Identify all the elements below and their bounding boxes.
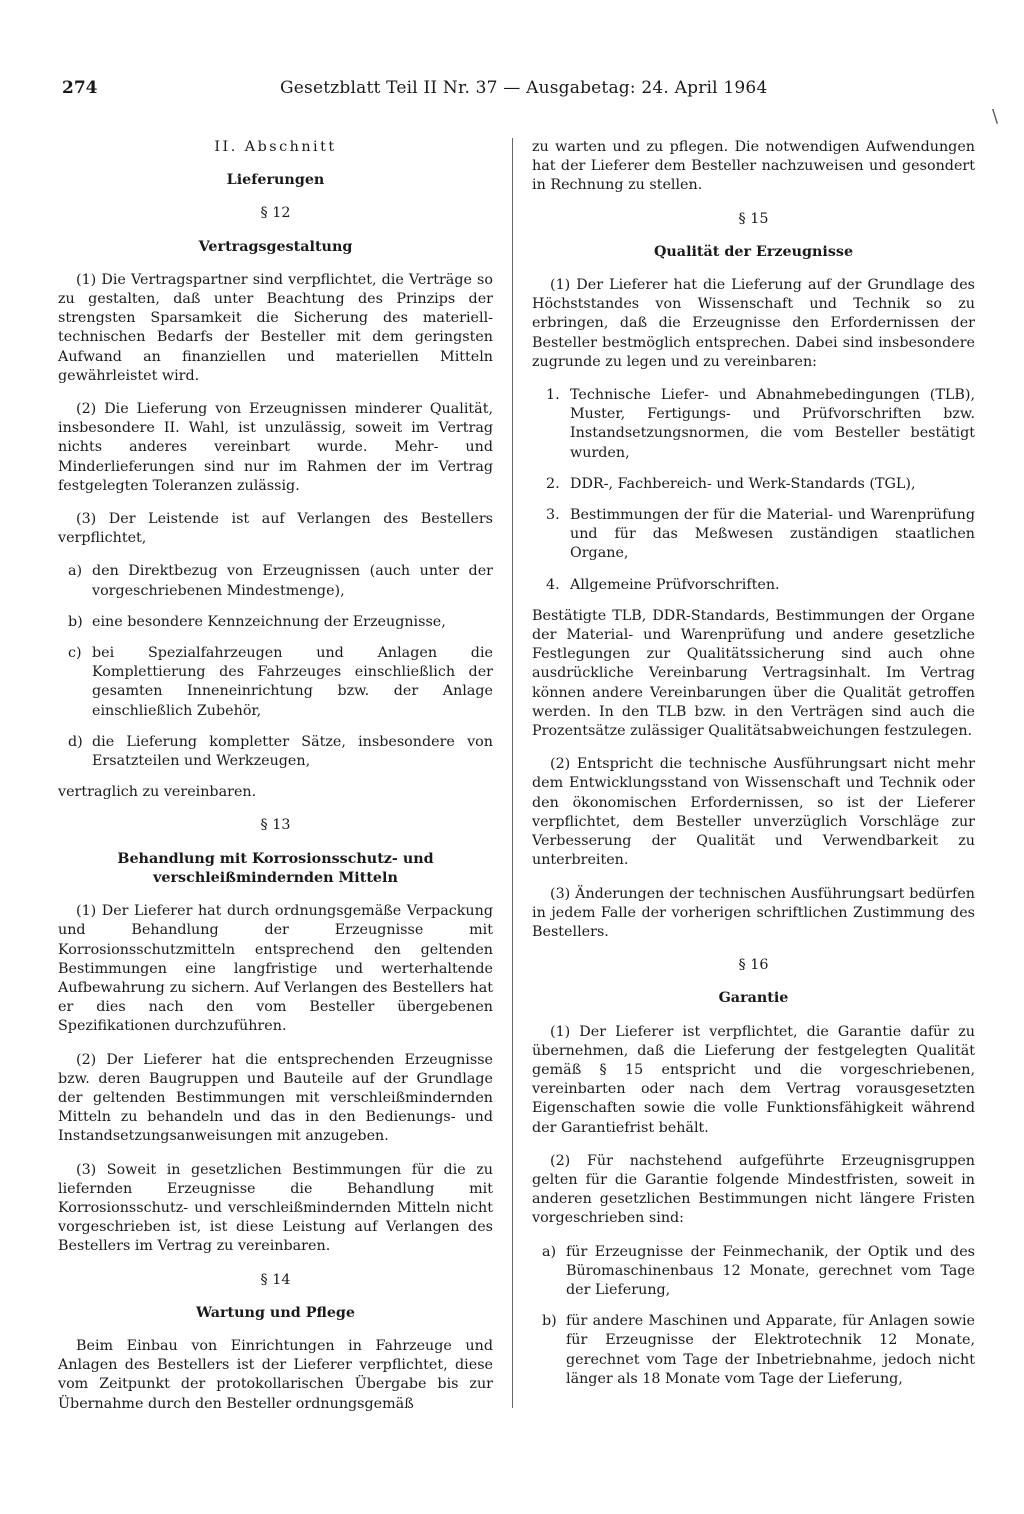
- paragraph-title-14: Wartung und Pflege: [195, 1304, 356, 1321]
- list-item-text: eine besondere Kennzeichnung der Erzeugnisse,: [92, 613, 446, 630]
- list-item-text: für Erzeugnisse der Feinmechanik, der Optik und des Büromaschinenbaus 12 Monate, gerechnet vom Tage der Lieferung,: [566, 1243, 975, 1298]
- list-item-text: den Direktbezug von Erzeugnissen (auch unter der vorgeschriebenen Mindestmenge),: [92, 563, 493, 599]
- section-heading: Lieferungen: [226, 172, 325, 189]
- paragraph-title-13: Behandlung mit Korrosionsschutz- und verschleißmindernden Mitteln: [117, 850, 434, 886]
- s12-para-3: (3) Der Leistende ist auf Verlangen des Bestellers verpflichtet,: [58, 511, 493, 547]
- list-item-text: Technische Liefer- und Abnahmebedingungen (TLB), Muster, Fertigungs- und Prüfvorschriften bzw. Instandsetzungsnormen, die vom Besteller bestätigt wurden,: [570, 387, 975, 461]
- list-item-text: Bestimmungen der für die Material- und Warenprüfung und für das Meßwesen zuständigen staatlichen Organe,: [570, 507, 975, 562]
- s12-para-1: (1) Die Vertragspartner sind verpflichtet, die Verträge so zu gestalten, daß unter Beachtung des Prinzips der strengsten Sparsamkeit die Sicherung des materiell-technischen Bedarfs der Besteller mit dem geringsten Aufwand an finanziellen und materiellen Mitteln gewährleistet wird.: [58, 271, 493, 384]
- list-item-label: c): [68, 645, 82, 662]
- left-column: [58, 138, 493, 1428]
- paragraph-number-12: § 12: [260, 205, 291, 222]
- list-item-label: 3.: [546, 507, 560, 524]
- s14-continuation: zu warten und zu pflegen. Die notwendigen Aufwendungen hat der Lieferer dem Besteller nachzuweisen und gesondert in Rechnung zu stellen.: [532, 139, 975, 194]
- paragraph-title-15: Qualität der Erzeugnisse: [653, 243, 854, 260]
- list-item-label: 1.: [546, 387, 560, 404]
- list-item-text: bei Spezialfahrzeugen und Anlagen die Komplettierung des Fahrzeuges einschließlich der gesamten Inneneinrichtung bzw. der Anlage einschließlich Zubehör,: [92, 645, 493, 719]
- page-header: [62, 78, 999, 127]
- paragraph-number-15: § 15: [738, 210, 769, 227]
- list-item: [532, 1243, 975, 1301]
- corner-mark: \: [992, 106, 999, 127]
- list-item: [532, 576, 975, 595]
- paragraph-title-16: Garantie: [718, 990, 789, 1007]
- paragraph-title-12: Vertragsgestaltung: [198, 238, 353, 255]
- s15-para-2: (2) Entspricht die technische Ausführungsart nicht mehr dem Entwicklungsstand von Wissenschaft und Technik oder den ökonomischen Erfordernissen, so ist der Lieferer verpflichtet, dem Besteller unverzüglich Vorschläge zur Verbesserung der Qualität und Verwendbarkeit zu unterbreiten.: [532, 756, 975, 869]
- s15-para-1b: Bestätigte TLB, DDR-Standards, Bestimmungen der Organe der Material- und Warenprüfung und andere gesetzliche Festlegungen zur Qualitätssicherung sind auch ohne ausdrückliche Vereinbarung Vertragsinhalt. Im Vertrag können andere Vereinbarungen über die Qualität getroffen werden. In den TLB bzw. in den Verträgen sind auch die Prozentsätze zulässiger Qualitätsabweichungen festzulegen.: [532, 607, 975, 740]
- list-item-text: die Lieferung kompletter Sätze, insbesondere von Ersatzteilen und Werkzeugen,: [92, 733, 493, 770]
- list-item-label: 4.: [546, 576, 560, 593]
- paragraph-number-14: § 14: [260, 1271, 291, 1288]
- paragraph-number-13: § 13: [260, 817, 291, 834]
- list-item: [58, 613, 493, 632]
- list-item-label: a): [68, 563, 83, 580]
- list-item: [532, 386, 975, 463]
- list-item-text: DDR-, Fachbereich- und Werk-Standards (TGL),: [570, 475, 916, 492]
- list-item-text: Allgemeine Prüfvorschriften.: [570, 576, 780, 593]
- list-item: [532, 475, 975, 494]
- section-title: II. Abschnitt: [214, 139, 337, 155]
- list-item: [532, 506, 975, 564]
- paragraph-number-16: § 16: [738, 957, 769, 974]
- s13-para-2: (2) Der Lieferer hat die entsprechenden Erzeugnisse bzw. deren Baugruppen und Bauteile auf der Grundlage der geltenden Bestimmungen mit verschleißmindernden Mitteln zu behandeln und das in den Bedienungs- und Instandsetzungsanweisungen mit anzugeben.: [58, 1051, 493, 1145]
- page-number: 274: [62, 78, 98, 98]
- s16-para-1: (1) Der Lieferer ist verpflichtet, die Garantie dafür zu übernehmen, daß die Lieferung der festgelegten Qualität gemäß § 15 entspricht und die vorgeschriebenen, vereinbarten oder nach dem Vertrag vorausgesetzten Eigenschaften sowie die volle Funktionsfähigkeit während der Garantiefrist behält.: [532, 1023, 975, 1136]
- s14-para-1: Beim Einbau von Einrichtungen in Fahrzeuge und Anlagen des Bestellers ist der Lieferer verpflichtet, diese vom Zeitpunkt der protokollarischen Übergabe bis zur Übernahme durch den Besteller ordnungsgemäß: [58, 1337, 493, 1412]
- list-item-label: d): [68, 733, 83, 750]
- right-column: [532, 138, 975, 1401]
- s13-para-1: (1) Der Lieferer hat durch ordnungsgemäße Verpackung und Behandlung der Erzeugnisse mit Korrosionsschutzmitteln entsprechend den geltenden Bestimmungen eine langfristige und werterhaltende Aufbewahrung zu sichern. Auf Verlangen des Bestellers hat er dies nach den vom Besteller übergebenen Spezifikationen durchzuführen.: [58, 903, 493, 1035]
- s12-para-2: (2) Die Lieferung von Erzeugnissen minderer Qualität, insbesondere II. Wahl, ist unzulässig, soweit im Vertrag nichts anderes vereinbart wurde. Mehr- und Minderlieferungen sind nur im Rahmen der im Vertrag festgelegten Toleranzen zulässig.: [58, 401, 493, 494]
- s15-para-1: (1) Der Lieferer hat die Lieferung auf der Grundlage des Höchststandes von Wissenschaft und Technik so zu erbringen, daß die Erzeugnisse den Erfordernissen der Besteller bestmöglich entsprechen. Dabei sind insbesondere zugrunde zu legen und zu vereinbaren:: [532, 277, 975, 370]
- s16-para-2: (2) Für nachstehend aufgeführte Erzeugnisgruppen gelten für die Garantie folgende Mindestfristen, soweit in anderen gesetzlichen Bestimmungen nicht längere Fristen vorgeschrieben sind:: [532, 1152, 975, 1227]
- list-item-label: b): [68, 613, 83, 630]
- list-item: [58, 562, 493, 600]
- s12-closing: vertraglich zu vereinbaren.: [58, 784, 257, 801]
- list-item-text: für andere Maschinen und Apparate, für Anlagen sowie für Erzeugnisse der Elektrotechnik 12 Monate, gerechnet vom Tage der Inbetriebnahme, jedoch nicht länger als 18 Monate vom Tage der Lieferung,: [566, 1313, 975, 1387]
- running-title: Gesetzblatt Teil II Nr. 37 — Ausgabetag: 24. April 1964: [280, 78, 768, 98]
- s13-para-3: (3) Soweit in gesetzlichen Bestimmungen für die zu liefernden Erzeugnisse die Behandlung mit Korrosionsschutz- und verschleißmindernden Mitteln nicht vorgeschrieben ist, ist diese Leistung auf Verlangen des Bestellers im Vertrag zu vereinbaren.: [58, 1161, 493, 1255]
- list-item: [58, 733, 493, 771]
- list-item-label: a): [542, 1243, 557, 1260]
- list-item-label: b): [542, 1313, 557, 1330]
- list-item: [532, 1312, 975, 1389]
- list-item-label: 2.: [546, 475, 560, 492]
- s15-para-3: (3) Änderungen der technischen Ausführungsart bedürfen in jedem Falle der vorherigen schriftlichen Zustimmung des Bestellers.: [532, 885, 975, 940]
- column-divider: [512, 138, 513, 1408]
- list-item: [58, 644, 493, 721]
